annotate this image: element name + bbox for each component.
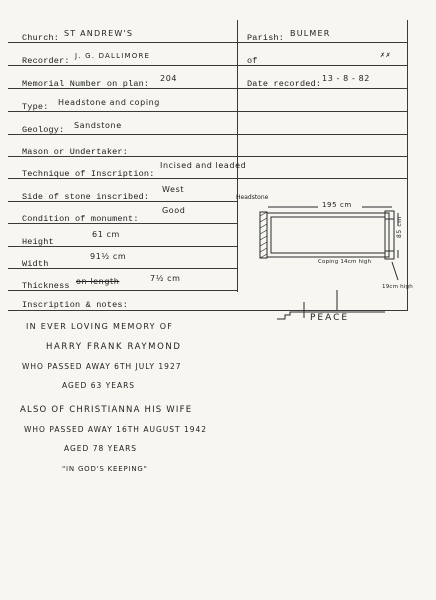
headstone-label: Headstone bbox=[236, 194, 269, 201]
end-height-label: 19cm high bbox=[382, 284, 413, 290]
geology-value: Sandstone bbox=[74, 121, 122, 130]
of-scribble: ✗✗ bbox=[380, 52, 392, 59]
thickness-label: Thickness bbox=[22, 281, 70, 291]
thickness-struck-text: on length bbox=[76, 277, 120, 286]
inscription-line-3: WHO PASSED AWAY 6TH JULY 1927 bbox=[22, 362, 182, 371]
parish-label: Parish: bbox=[247, 33, 285, 43]
condition-value: Good bbox=[162, 206, 186, 215]
length-dimension-label: 195 cm bbox=[322, 201, 352, 209]
coping-height-label: Coping 14cm high bbox=[318, 259, 372, 265]
inscription-notes-label: Inscription & notes: bbox=[22, 300, 129, 310]
inscription-line-1: IN EVER LOVING MEMORY OF bbox=[26, 322, 174, 331]
geology-label: Geology: bbox=[22, 125, 65, 135]
memorial-number-value: 204 bbox=[160, 74, 178, 83]
condition-label: Condition of monument: bbox=[22, 214, 139, 224]
type-label: Type: bbox=[22, 102, 49, 112]
side-inscribed-value: West bbox=[162, 185, 185, 194]
of-label: of bbox=[247, 56, 258, 66]
side-inscribed-label: Side of stone inscribed: bbox=[22, 192, 150, 202]
height-label: Height bbox=[22, 237, 54, 247]
technique-label: Technique of Inscription: bbox=[22, 169, 155, 179]
thickness-value: 7½ cm bbox=[150, 274, 181, 283]
width-dimension-label: 85 cm bbox=[396, 216, 403, 238]
inscription-line-5: ALSO OF CHRISTIANNA HIS WIFE bbox=[20, 405, 193, 415]
date-recorded-value: 13 - 8 - 82 bbox=[322, 74, 370, 83]
parish-value: BULMER bbox=[290, 29, 331, 38]
peace-tablet-text: PEACE bbox=[310, 313, 350, 323]
recorder-label: Recorder: bbox=[22, 56, 70, 66]
recorder-value: J. G. DALLIMORE bbox=[75, 52, 151, 60]
inscription-line-4: AGED 63 YEARS bbox=[62, 381, 136, 390]
technique-value: Incised and leaded bbox=[160, 161, 247, 170]
inscription-line-2: HARRY FRANK RAYMOND bbox=[46, 342, 182, 352]
memorial-number-label: Memorial Number on plan: bbox=[22, 79, 150, 89]
width-label: Width bbox=[22, 259, 49, 269]
inscription-line-8: "IN GOD'S KEEPING" bbox=[62, 465, 148, 473]
inscription-line-6: WHO PASSED AWAY 16TH AUGUST 1942 bbox=[24, 425, 208, 434]
width-value: 91½ cm bbox=[90, 252, 127, 261]
church-label: Church: bbox=[22, 33, 60, 43]
height-value: 61 cm bbox=[92, 230, 120, 239]
inscription-line-7: AGED 78 YEARS bbox=[64, 444, 138, 453]
type-value: Headstone and coping bbox=[58, 98, 160, 107]
mason-label: Mason or Undertaker: bbox=[22, 147, 129, 157]
church-value: ST ANDREW'S bbox=[64, 29, 134, 38]
date-recorded-label: Date recorded: bbox=[247, 79, 322, 89]
